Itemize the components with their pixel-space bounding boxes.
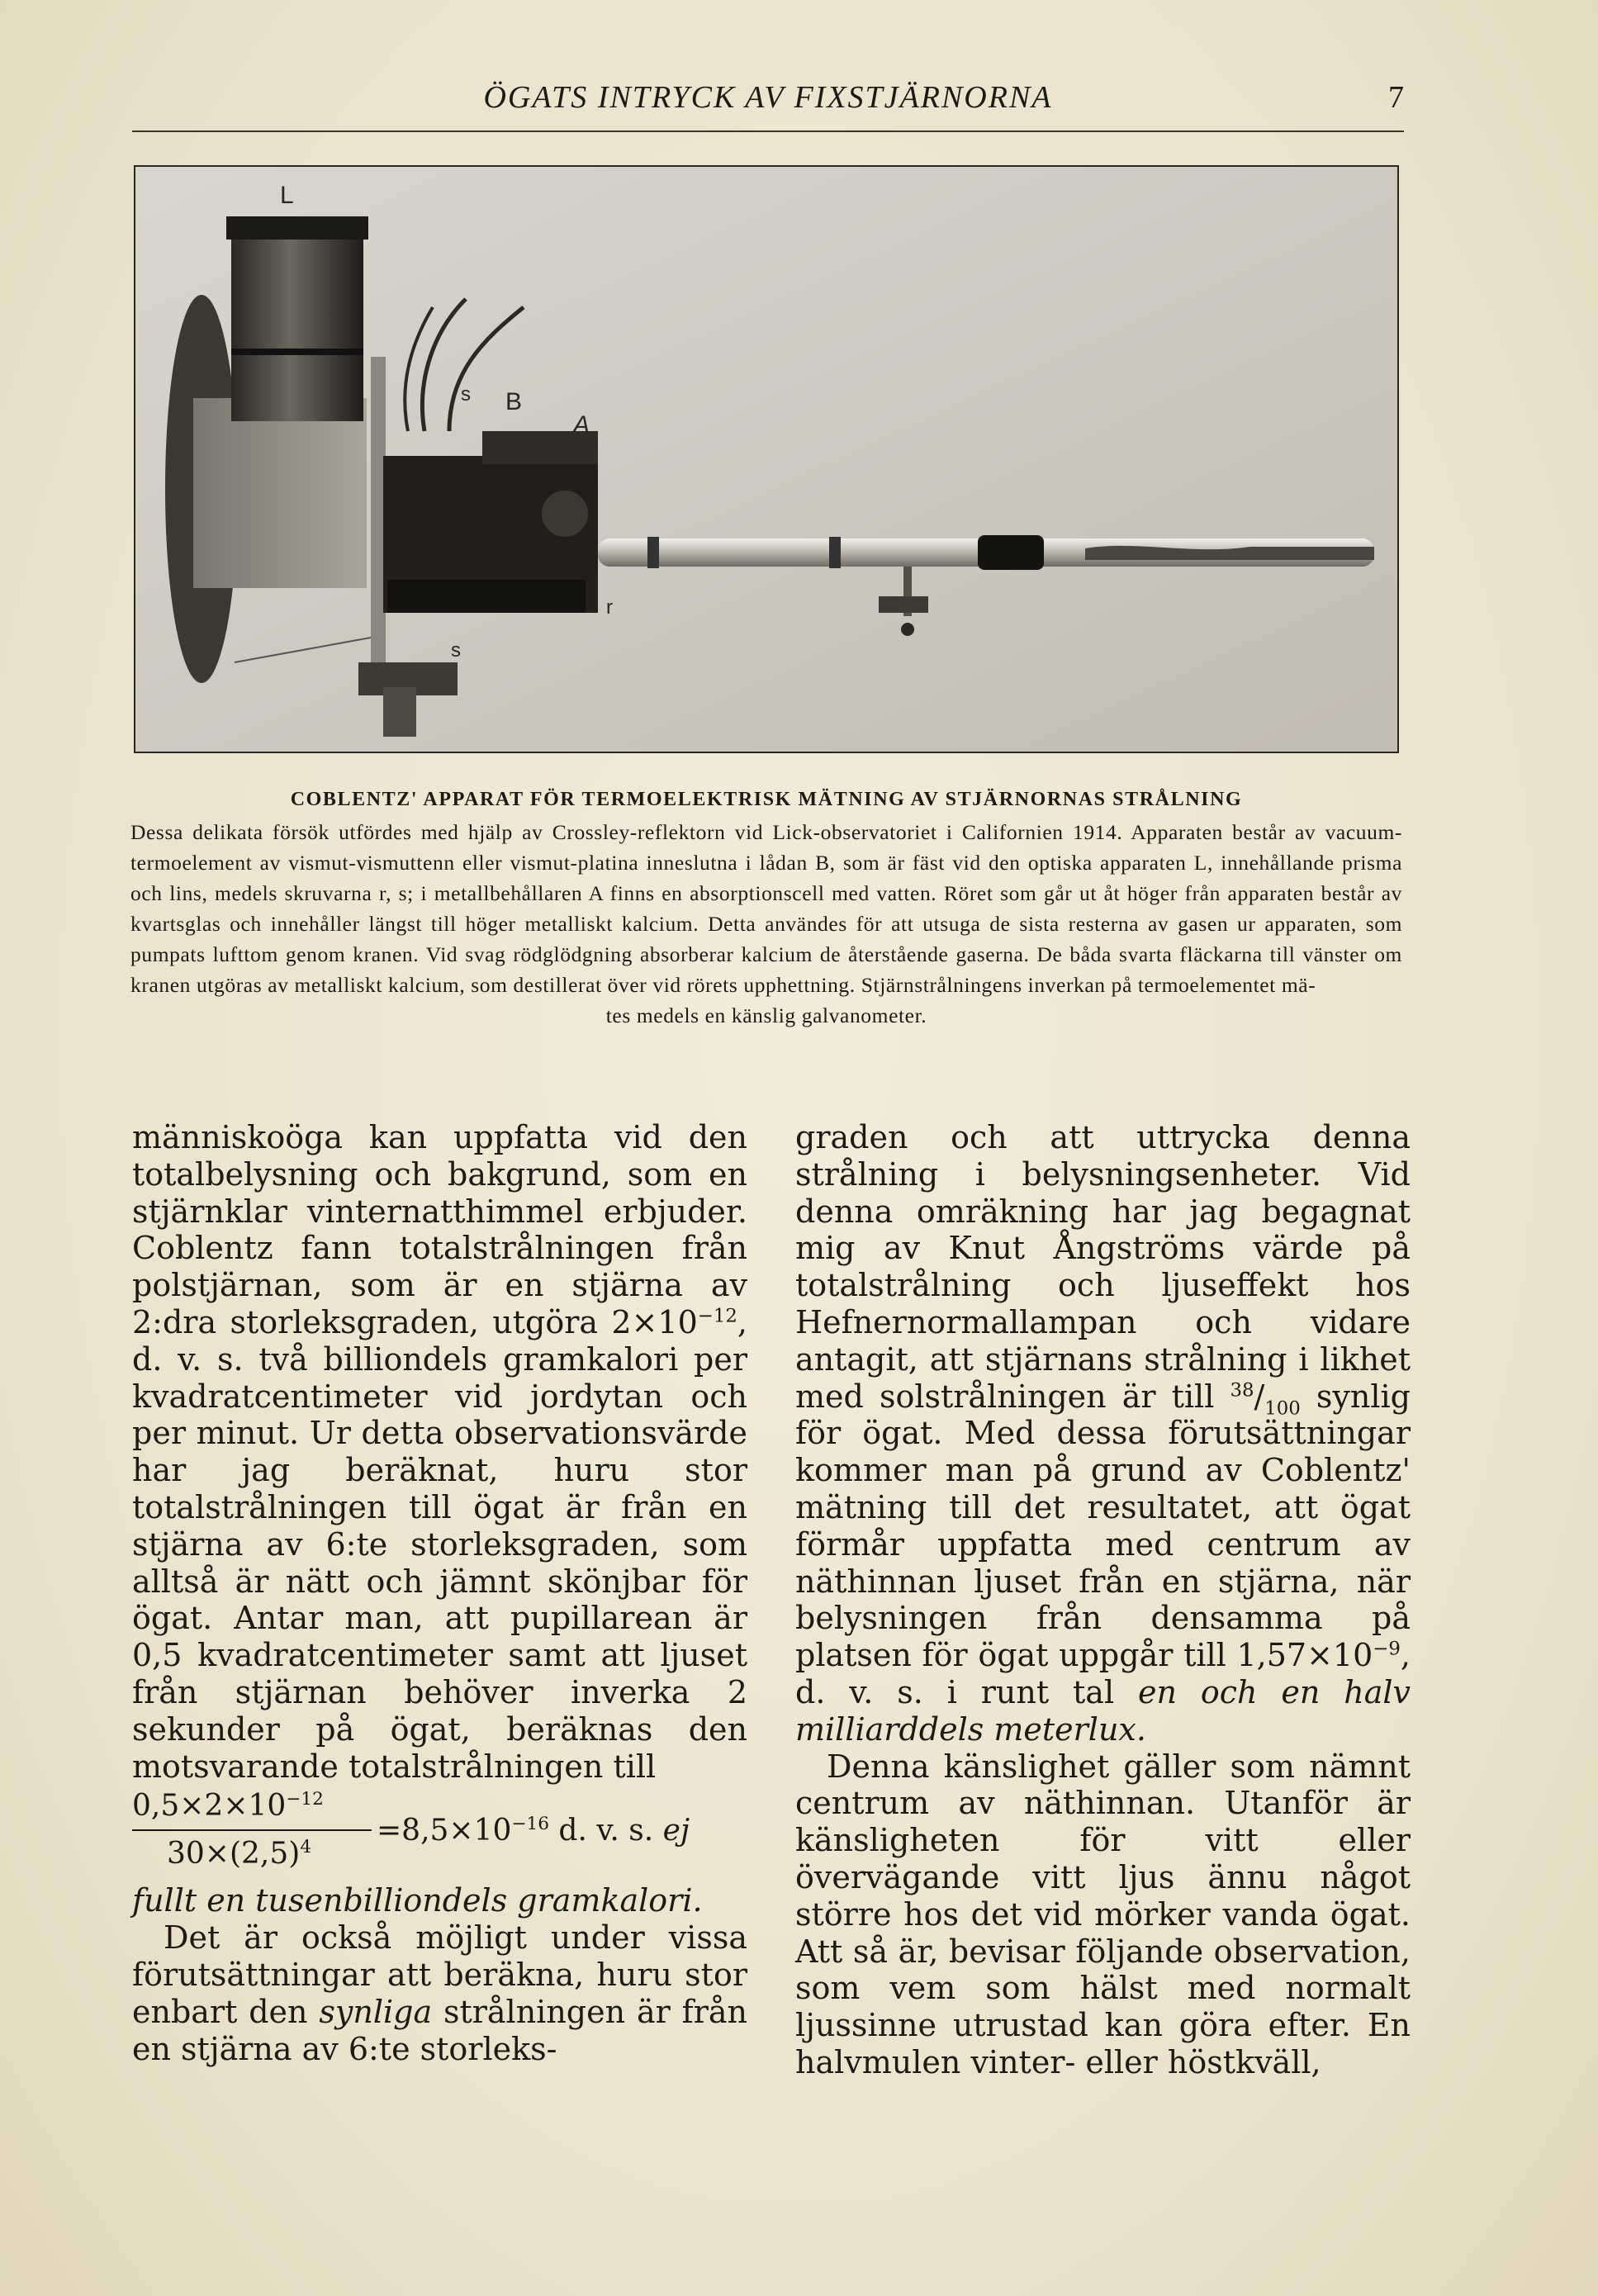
apparatus-photograph	[134, 165, 1399, 753]
formula-ej: ej	[662, 1814, 690, 1848]
caption-last-line: tes medels en känslig galvanometer.	[605, 1003, 927, 1027]
figure-caption	[130, 785, 1402, 1031]
left-p2-text: Det är också möjligt under vissa förutsättningar att beräkna, huru stor enbart den	[132, 1919, 747, 2030]
apparatus-illustration	[135, 167, 1397, 752]
caption-title: COBLENTZ' APPARAT FÖR TERMOELEKTRISK MÄTNING AV STJÄRNORNAS STRÅLNING	[290, 789, 1243, 810]
right-p1-exponent: −9	[1373, 1638, 1401, 1660]
fraction-bar	[132, 1829, 372, 1831]
left-p2-end: strålningen är från en stjärna av 6:te storleks-	[132, 1993, 747, 2067]
fraction-numerator: 38	[1230, 1378, 1254, 1401]
right-p1-text-b: synlig för ögat. Med dessa förutsättningar kommer man på grund av Coblentz' mätning till det resultatet, att ögat förmår uppfatta med centrum av näthinnan ljuset från en stjärna, när belysningen från densamma på platsen för ögat uppgår till 1,57×10	[795, 1378, 1411, 1674]
right-column	[795, 1119, 1411, 2081]
formula-den-text: 30×(2,5)	[167, 1837, 301, 1871]
formula-tail: d. v. s.	[548, 1814, 663, 1848]
formula-result-exp: −16	[511, 1814, 549, 1835]
header-rule	[132, 130, 1404, 132]
left-italic-line	[132, 1882, 747, 1919]
right-paragraph-2: Denna känslighet gäller som nämnt centrum av näthinnan. Utanför är känsligheten för vitt eller övervägande vitt ljus ännu något större hos det vid mörker vanda ögat. Att så är, bevisar följande observation, som vem som hälst med normalt ljussinne utrustad kan göra efter. En halvmulen vinter- eller höstkväll,	[795, 1748, 1411, 2080]
formula-num-text: 0,5×2×10	[132, 1789, 287, 1824]
left-p1-text-b: , d. v. s. två billiondels gramkalori per kvadratcentimeter vid jordytan och per minut. Ur detta observationsvärde har jag beräknat, huru stor totalstrålningen till ögat är från en stjärna av 6:te storleksgraden, som alltså är nätt och jämnt skönjbar för ögat. Antar man, att pupillarean är 0,5 kvadratcentimeter samt att ljuset från stjärnan behöver inverka 2 sekunder på ögat, beräknas den motsvarande totalstrålningen till	[132, 1303, 747, 1785]
right-p1-italic: en och en halv milliarddels meterlux.	[795, 1673, 1411, 1748]
figure-label-b: B	[505, 388, 523, 415]
fraction-denominator: 100	[1264, 1397, 1301, 1420]
figure-label-r: r	[606, 596, 613, 619]
left-paragraph-2	[132, 1919, 747, 2067]
formula-denominator	[167, 1836, 311, 1873]
formula-result-text: =8,5×10	[377, 1814, 512, 1848]
figure-label-s-top: s	[461, 383, 471, 406]
left-p1-text-a: människoöga kan uppfatta vid den totalbelysning och bakgrund, som en stjärnklar vinternatthimmel erbjuder. Coblentz fann totalstrålningen från polstjärnan, som är en stjärna av 2:dra storleksgraden, utgöra 2×10	[132, 1119, 747, 1340]
formula-num-exp: −12	[286, 1789, 324, 1810]
figure-label-a: A	[573, 411, 590, 439]
right-paragraph-1: graden och att uttrycka denna strålning i belysningsenheter. Vid denna omräkning har jag begagnat mig av Knut Ångströms värde på totalstrålning och ljuseffekt hos Hefnernormallampan och vidare antagit, att stjärnans strålning i likhet med solstrålningen är till $^{38}/_{100}$ synlig för ögat. Med dessa förutsättningar kommer man på grund av Coblentz' mätning till det resultatet, att ögat förmår uppfatta med centrum av näthinnan ljuset från en stjärna, när belysningen från densamma på platsen för ögat uppgår till $1,57\times 10^{-9}$, d. v. s. i runt tal en och en halv milliarddels meterlux.	[795, 1119, 1411, 1748]
formula	[132, 1788, 747, 1877]
caption-body: Dessa delikata försök utfördes med hjälp av Crossley-reflektorn vid Lick-observatoriet i Californien 1914. Apparaten består av vacuum-termoelement av vismut-vismuttenn eller vismut-platina inneslutna i lådan B, som är fäst vid den optiska apparaten L, innehållande prisma och lins, medels skruvarna r, s; i metallbehållaren A finns en absorptionscell med vatten. Röret som går ut åt höger från apparaten består av kvartsglas och innehåller längst till höger metalliskt kalcium. Detta användes för att utsuga de sista resterna av gasen ur apparaten, som pumpats lufttom genom kranen. Vid svag rödglödgning absorberar kalcium de återstående gaserna. De båda svarta fläckarna till vänster om kranen utgöras av metalliskt kalcium, som destillerat över vid rörets upphettning. Stjärnstrålningens inverkan på termoelementet mä-	[130, 820, 1402, 997]
figure-label-l: L	[280, 182, 294, 209]
formula-numerator	[132, 1788, 324, 1825]
page-number: 7	[1388, 80, 1404, 115]
left-paragraph-1	[132, 1119, 747, 1785]
left-p1-exponent: −12	[697, 1305, 737, 1327]
running-head	[132, 79, 1404, 129]
formula-result	[377, 1813, 690, 1850]
running-title: ÖGATS INTRYCK AV FIXSTJÄRNORNA	[483, 80, 1053, 115]
right-p1-text-a: graden och att uttrycka denna strålning i belysningsenheter. Vid denna omräkning har jag begagnat mig av Knut Ångströms värde på totalstrålning och ljuseffekt hos Hefnernormallampan och vidare antagit, att stjärnans strålning i likhet med solstrålningen är till	[795, 1119, 1411, 1415]
left-italic-text: fullt en tusenbilliondels gramkalori.	[132, 1882, 703, 1919]
right-p1-text-c: , d. v. s. i runt tal	[795, 1637, 1411, 1710]
figure-label-s-bottom: s	[451, 639, 461, 662]
left-p2-italic: synliga	[319, 1993, 433, 2030]
left-column	[132, 1119, 747, 2067]
formula-den-exp: 4	[300, 1837, 312, 1858]
